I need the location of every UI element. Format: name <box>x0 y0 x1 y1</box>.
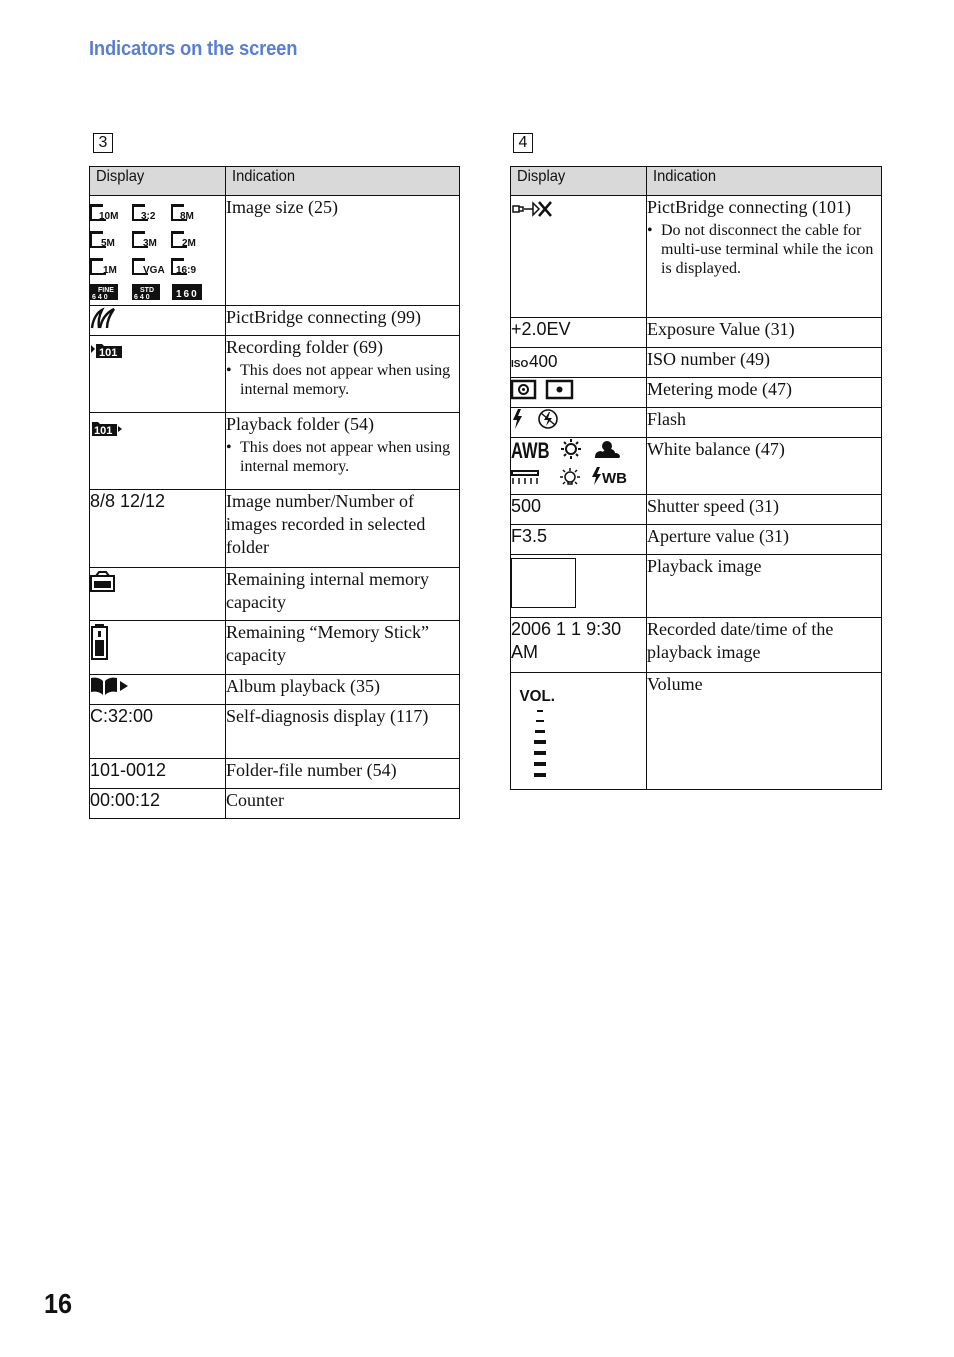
column-header-indication: Indication <box>226 167 460 196</box>
display-value: C:32:00 <box>90 705 226 759</box>
table-row <box>90 759 460 789</box>
volume-icon <box>511 673 647 790</box>
indication-text: PictBridge connecting (99) <box>226 307 421 327</box>
table-row <box>511 378 882 408</box>
indication-text: Folder-file number (54) <box>226 760 397 780</box>
display-value: +2.0EV <box>511 318 647 348</box>
svg-text:400: 400 <box>529 350 558 370</box>
pictbridge-connecting-icon <box>511 196 647 318</box>
indication-text: Shutter speed (31) <box>647 496 779 516</box>
svg-text:101: 101 <box>94 425 113 437</box>
table-row <box>90 621 460 675</box>
svg-text:WB: WB <box>602 470 627 487</box>
indication-text: Self-diagnosis display (117) <box>226 706 429 726</box>
svg-text:640: 640 <box>92 294 110 301</box>
table-row <box>90 196 460 306</box>
table-row <box>511 495 882 525</box>
size-3-2-icon <box>133 204 156 222</box>
multi-pattern-metering-icon <box>512 381 535 398</box>
cloudy-icon <box>595 441 620 458</box>
page-number: 16 <box>44 1288 73 1319</box>
indication-text: Playback image <box>647 556 762 576</box>
indication-text: ISO number (49) <box>647 349 770 369</box>
size-std-640-icon <box>132 284 160 301</box>
display-value: 8/8 12/12 <box>90 490 226 568</box>
indication-text: Remaining “Memory Stick” capacity <box>226 622 429 665</box>
table-row <box>511 196 882 318</box>
recording-folder-icon <box>90 336 226 413</box>
table-row <box>511 408 882 438</box>
table-row <box>90 789 460 819</box>
svg-text:1M: 1M <box>103 265 117 276</box>
svg-text:160: 160 <box>176 289 199 300</box>
table-row <box>511 525 882 555</box>
svg-text:640: 640 <box>134 294 152 301</box>
svg-text:3M: 3M <box>143 238 157 249</box>
svg-text:101: 101 <box>99 347 118 359</box>
daylight-icon <box>561 439 581 459</box>
table-row <box>90 336 460 413</box>
indication-text: Flash <box>647 409 687 429</box>
svg-text:VOL.: VOL. <box>519 687 555 706</box>
size-vga-icon <box>133 258 165 276</box>
indication-text: Album playback (35) <box>226 676 380 696</box>
display-value: 00:00:12 <box>90 789 226 819</box>
image-size-icons <box>90 196 226 306</box>
svg-text:VGA: VGA <box>143 265 165 276</box>
size-3m-icon <box>133 231 157 249</box>
indicator-table-right <box>510 166 882 790</box>
svg-text:10M: 10M <box>99 211 119 222</box>
white-balance-icons <box>511 438 647 495</box>
indication-text: Recorded date/time of the playback image <box>647 619 834 662</box>
svg-text:ISO: ISO <box>511 359 529 370</box>
playback-image-box <box>511 558 576 608</box>
column-header-indication: Indication <box>647 167 882 196</box>
spot-metering-icon <box>547 381 572 398</box>
flash-icons <box>511 408 647 438</box>
svg-text:16:9: 16:9 <box>176 265 197 276</box>
size-fine-640-icon <box>90 284 118 301</box>
indication-text: Counter <box>226 790 284 810</box>
display-value: F3.5 <box>511 525 647 555</box>
playback-folder-icon <box>90 413 226 490</box>
svg-text:FINE: FINE <box>98 287 114 294</box>
section-marker-3: 3 <box>93 133 113 153</box>
svg-text:5M: 5M <box>101 238 115 249</box>
size-8m-icon <box>172 204 194 222</box>
indication-text: Playback folder (54) <box>226 414 374 434</box>
size-10m-icon <box>91 204 118 222</box>
svg-text:AWB: AWB <box>511 438 550 464</box>
page-title: Indicators on the screen <box>89 38 298 60</box>
table-row <box>90 568 460 621</box>
svg-text:2M: 2M <box>182 238 196 249</box>
size-16-9-icon <box>172 258 196 276</box>
svg-text:STD: STD <box>140 287 154 294</box>
display-value: 101-0012 <box>90 759 226 789</box>
playback-image-frame <box>511 555 647 618</box>
size-5m-icon <box>91 231 115 249</box>
indication-text: Exposure Value (31) <box>647 319 795 339</box>
note: • Do not disconnect the cable for multi-use terminal while the icon is displayed. <box>647 222 874 277</box>
section-marker-4: 4 <box>513 133 533 153</box>
indication-text: Volume <box>647 674 703 694</box>
flash-off-icon <box>539 410 557 428</box>
size-160-icon <box>172 284 202 300</box>
table-row <box>90 675 460 705</box>
table-row <box>511 673 882 790</box>
indication-text: PictBridge connecting (101) <box>647 197 851 217</box>
metering-icons <box>511 378 647 408</box>
indication-text: Aperture value (31) <box>647 526 789 546</box>
pictbridge-icon <box>90 306 226 336</box>
fluorescent-icon <box>512 471 538 484</box>
size-2m-icon <box>172 231 196 249</box>
indication-text: Image size (25) <box>226 197 338 217</box>
indication-text: Image number/Number of images recorded in selected folder <box>226 491 426 557</box>
table-row <box>511 438 882 495</box>
display-value: 2006 1 1 9:30 AM <box>511 618 647 673</box>
incandescent-icon <box>560 468 580 484</box>
table-row <box>511 618 882 673</box>
table-row <box>511 318 882 348</box>
column-header-display: Display <box>90 167 226 196</box>
indication-text: White balance (47) <box>647 439 785 459</box>
size-1m-icon <box>91 258 117 276</box>
flash-icon <box>513 409 522 429</box>
column-header-display: Display <box>511 167 647 196</box>
table-row <box>90 705 460 759</box>
memory-stick-icon <box>90 621 226 675</box>
svg-text:3:2: 3:2 <box>141 211 156 222</box>
indication-text: Metering mode (47) <box>647 379 792 399</box>
svg-text:8M: 8M <box>180 211 194 222</box>
internal-memory-icon <box>90 568 226 621</box>
indication-text: Recording folder (69) <box>226 337 383 357</box>
table-row <box>90 490 460 568</box>
album-playback-icon <box>90 675 226 705</box>
flash-wb-icon <box>592 467 627 487</box>
indication-text: Remaining internal memory capacity <box>226 569 429 612</box>
table-row <box>511 555 882 618</box>
table-row <box>90 413 460 490</box>
awb-icon <box>511 439 549 464</box>
display-value: 500 <box>511 495 647 525</box>
indicator-table-left <box>89 166 460 819</box>
iso-icon <box>511 348 647 378</box>
note: • This does not appear when using internal memory. <box>226 362 451 398</box>
note: • This does not appear when using internal memory. <box>226 439 451 475</box>
table-row <box>511 348 882 378</box>
table-row <box>90 306 460 336</box>
